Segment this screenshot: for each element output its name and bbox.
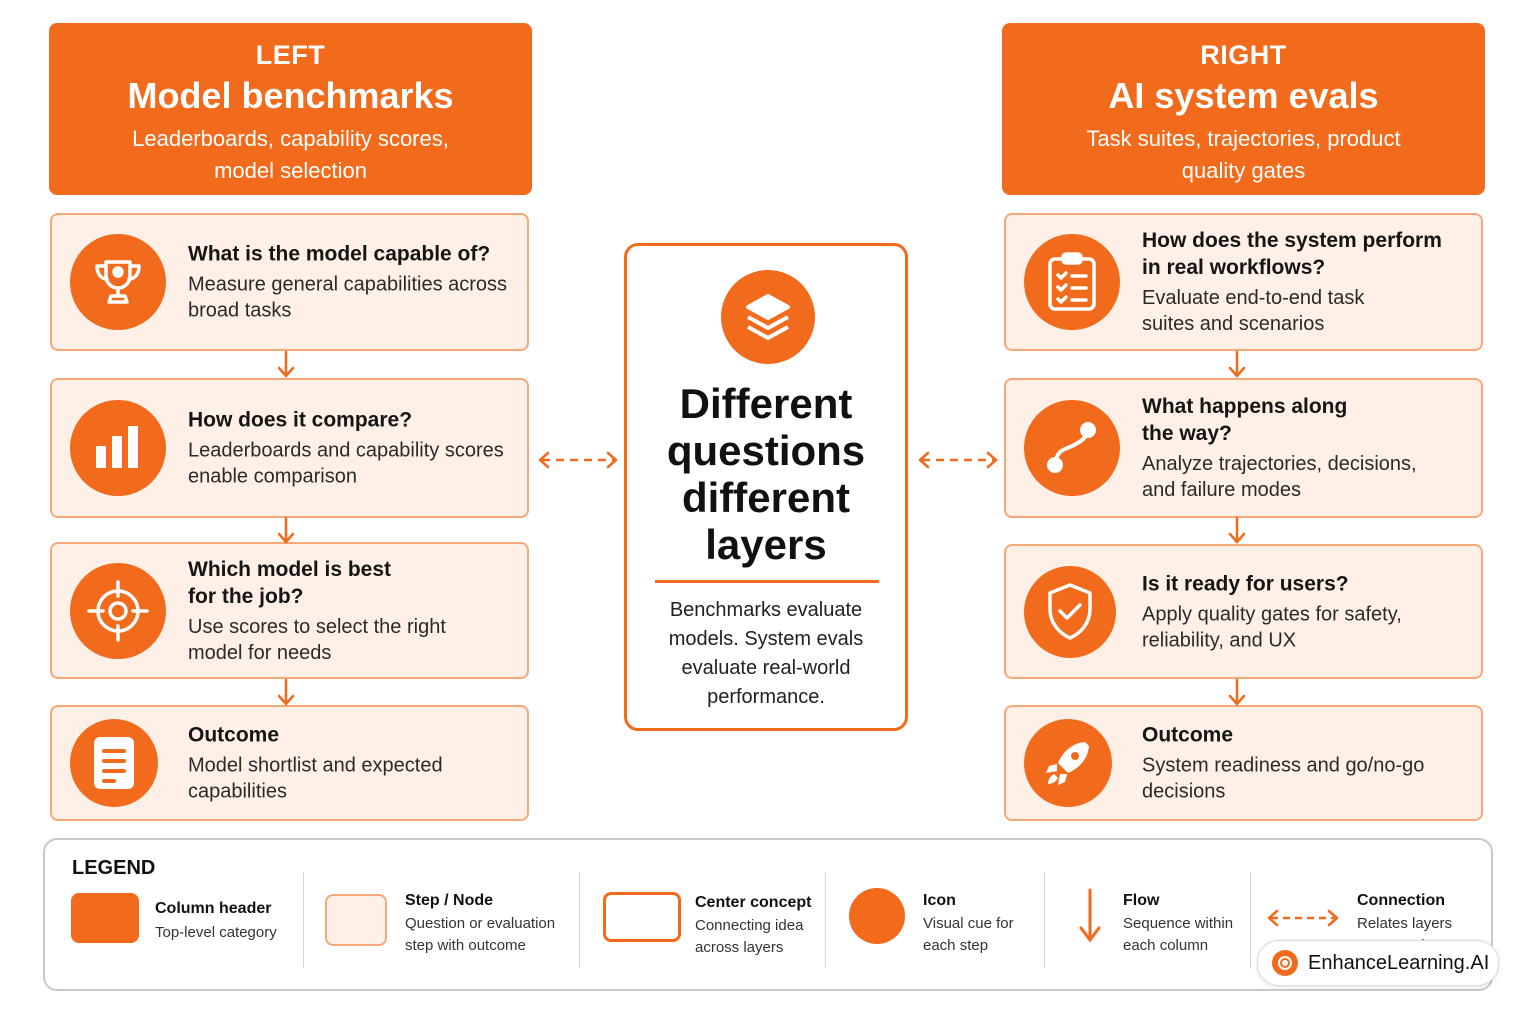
legend-desc: Question or evaluation step with outcome	[405, 915, 556, 954]
legend-desc: Top-level category	[155, 924, 277, 941]
legend-desc: Connecting idea across layers	[695, 917, 804, 956]
shield-check-icon	[1024, 566, 1116, 658]
center-title: Different questions different layers	[666, 380, 866, 568]
legend-label: Step / Node	[405, 892, 494, 909]
step-description: Leaderboards and capability scores enable comparison	[188, 439, 504, 488]
legend-flow-arrow-icon	[1075, 886, 1105, 946]
legend-label: Connection	[1357, 892, 1445, 909]
flow-arrow	[1227, 516, 1247, 546]
center-description: Benchmarks evaluate models. System evals evaluate real-world performance.	[668, 599, 864, 708]
step-description: Evaluate end-to-end task suites and scenarios	[1142, 287, 1365, 335]
left-column-header	[49, 23, 532, 195]
step-description: Use scores to select the right model for needs	[188, 615, 446, 664]
flow-arrow	[276, 516, 296, 546]
legend-label: Icon	[923, 892, 956, 909]
right-step-outcome	[1004, 705, 1483, 821]
flow-arrow	[276, 350, 296, 380]
legend-item-column-header	[71, 880, 301, 970]
flow-arrow	[276, 678, 296, 708]
legend-separator	[1250, 872, 1251, 968]
left-step-compare	[50, 378, 529, 518]
clipboard-checklist-icon	[1024, 234, 1120, 330]
brand-logo-icon	[1272, 950, 1298, 976]
legend-item-center-concept	[603, 880, 823, 970]
path-icon	[1024, 400, 1120, 496]
legend-item-flow	[1075, 880, 1255, 970]
step-description: Analyze trajectories, decisions, and failure modes	[1142, 453, 1417, 501]
legend-swatch-icon	[849, 888, 905, 944]
step-question: Outcome	[1142, 723, 1234, 747]
bar-chart-icon	[70, 400, 166, 496]
left-step-select	[50, 542, 529, 679]
legend-swatch-center	[603, 892, 681, 942]
step-question: How does it compare?	[188, 408, 413, 432]
step-question: How does the system perform in real workflows?	[1142, 229, 1442, 279]
legend-title: LEGEND	[72, 857, 156, 879]
left-column-title: Model benchmarks	[127, 75, 454, 116]
legend-swatch-header	[71, 893, 139, 943]
step-question: What happens along the way?	[1142, 395, 1348, 445]
legend-separator	[303, 872, 304, 968]
right-column-tag: RIGHT	[1200, 40, 1287, 70]
center-divider	[655, 580, 879, 583]
legend-connection-arrow-icon	[1265, 906, 1341, 930]
step-question: Which model is best for the job?	[188, 557, 392, 608]
right-step-ready	[1004, 544, 1483, 679]
left-column-subtitle: Leaderboards, capability scores, model selection	[132, 126, 449, 183]
right-step-workflows	[1004, 213, 1483, 351]
brand-badge[interactable]	[1257, 940, 1499, 986]
legend-label: Column header	[155, 900, 272, 917]
left-step-capability	[50, 213, 529, 351]
legend-item-step	[325, 880, 575, 970]
legend-separator	[1044, 872, 1045, 968]
rocket-icon	[1024, 719, 1112, 807]
center-concept-box	[624, 243, 908, 731]
left-column-tag: LEFT	[255, 40, 326, 70]
step-question: What is the model capable of?	[188, 242, 491, 266]
step-description: Measure general capabilities across broad tasks	[188, 273, 508, 322]
layers-icon	[721, 270, 815, 364]
connection-arrow-right	[916, 448, 1000, 472]
trophy-icon	[70, 234, 166, 330]
connection-arrow-left	[536, 448, 620, 472]
legend-desc: Relates layers	[1357, 915, 1453, 932]
legend-desc: Sequence within each column	[1123, 915, 1234, 954]
legend-separator	[579, 872, 580, 968]
legend-label: Flow	[1123, 892, 1160, 909]
document-icon	[70, 719, 158, 807]
legend-item-icon	[849, 880, 1039, 970]
step-description: Apply quality gates for safety, reliability, and UX	[1142, 603, 1402, 651]
right-step-trajectories	[1004, 378, 1483, 518]
step-description: System readiness and go/no-go decisions	[1142, 754, 1425, 803]
legend-label: Center concept	[695, 894, 812, 911]
step-question: Outcome	[188, 723, 280, 747]
legend-separator	[825, 872, 826, 968]
flow-arrow	[1227, 678, 1247, 708]
brand-name: EnhanceLearning.AI	[1308, 951, 1490, 974]
step-question: Is it ready for users?	[1142, 572, 1349, 595]
left-step-outcome	[50, 705, 529, 821]
right-column-title: AI system evals	[1108, 75, 1379, 116]
legend-desc: Visual cue for each step	[923, 915, 1014, 954]
right-column-subtitle: Task suites, trajectories, product quality gates	[1086, 126, 1401, 183]
legend-swatch-step	[325, 894, 387, 946]
step-description: Model shortlist and expected capabilities	[188, 754, 443, 803]
right-column-header	[1002, 23, 1485, 195]
target-icon	[70, 563, 166, 659]
flow-arrow	[1227, 350, 1247, 380]
